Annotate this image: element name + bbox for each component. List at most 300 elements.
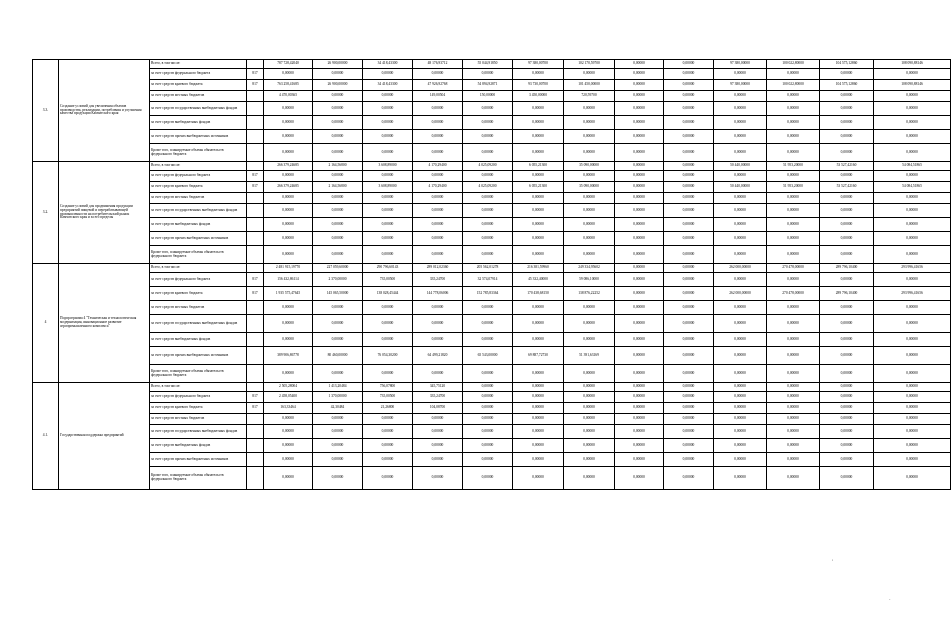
table-row xyxy=(33,130,951,144)
amount-cell: 0,00000 xyxy=(463,315,513,333)
amount-cell: 0,00000 xyxy=(714,347,767,365)
amount-cell: 35 090,00000 xyxy=(564,162,615,171)
amount-cell: 0,00000 xyxy=(664,130,714,144)
amount-cell: 0,00000 xyxy=(714,218,767,232)
amount-cell: 0,00000 xyxy=(714,365,767,383)
amount-cell: 0,00000 xyxy=(820,347,874,365)
amount-cell: 0,00000 xyxy=(767,315,820,333)
amount-cell: 0,00000 xyxy=(564,414,615,425)
amount-cell: 0,00000 xyxy=(615,246,664,264)
amount-cell: 0,00000 xyxy=(264,365,313,383)
amount-cell: 0,00000 xyxy=(413,333,463,347)
amount-cell: 0,00000 xyxy=(714,130,767,144)
amount-cell: 0,00000 xyxy=(664,365,714,383)
amount-cell: 345,75120 xyxy=(413,383,463,392)
amount-cell: 51 953,20000 xyxy=(767,182,820,193)
amount-cell: 0,00000 xyxy=(767,333,820,347)
amount-cell: 0,00000 xyxy=(264,130,313,144)
funding-source: за счет средств государственных внебюджетных фондов xyxy=(150,425,247,439)
amount-cell: 0,00000 xyxy=(714,69,767,80)
amount-cell: 1 370,00000 xyxy=(313,392,363,403)
amount-cell: 0,00000 xyxy=(513,116,564,130)
amount-cell: 0,00000 xyxy=(664,182,714,193)
amount-cell: 0,00000 xyxy=(874,383,951,392)
amount-cell: 0,00000 xyxy=(664,144,714,162)
budget-code xyxy=(247,365,264,383)
funding-source: за счет средств государственных внебюджетных фондов xyxy=(150,102,247,116)
amount-cell: 0,00000 xyxy=(714,383,767,392)
amount-cell: 0,00000 xyxy=(313,144,363,162)
amount-cell: 0,00000 xyxy=(615,383,664,392)
scan-mark: ' xyxy=(832,560,834,566)
amount-cell: 0,00000 xyxy=(463,144,513,162)
funding-source: Кроме того, планируемые объемы обязательств федерального бюджета xyxy=(150,246,247,264)
amount-cell: 0,00000 xyxy=(413,204,463,218)
amount-cell: 2 481 915,19770 xyxy=(264,264,313,273)
amount-cell: 270 478,00000 xyxy=(767,264,820,273)
table-row xyxy=(33,246,951,264)
amount-cell: 0,00000 xyxy=(714,116,767,130)
amount-cell: 0,00000 xyxy=(264,453,313,467)
amount-cell: 0,00000 xyxy=(363,425,413,439)
budget-code: 817 xyxy=(247,392,264,403)
amount-cell: 0,00000 xyxy=(664,287,714,301)
table-row xyxy=(33,162,951,171)
amount-cell: 0,00000 xyxy=(615,264,664,273)
amount-cell: 0,00000 xyxy=(820,144,874,162)
amount-cell: 0,00000 xyxy=(264,301,313,315)
amount-cell: 0,00000 xyxy=(363,467,413,490)
amount-cell: 0,00000 xyxy=(820,171,874,182)
amount-cell: 0,00000 xyxy=(513,69,564,80)
amount-cell: 0,00000 xyxy=(820,193,874,204)
amount-cell: 0,00000 xyxy=(874,144,951,162)
amount-cell: 104,08700 xyxy=(413,403,463,414)
amount-cell: 0,00000 xyxy=(820,232,874,246)
amount-cell: 266 379,24685 xyxy=(264,162,313,171)
amount-cell: 0,00000 xyxy=(463,383,513,392)
amount-cell: 0,00000 xyxy=(767,204,820,218)
budget-code: 817 xyxy=(247,403,264,414)
funding-source: за счет средств прочих внебюджетных источников xyxy=(150,232,247,246)
amount-cell: 0,00000 xyxy=(513,218,564,232)
amount-cell: 97 380,00000 xyxy=(714,80,767,91)
table-row xyxy=(33,467,951,490)
amount-cell: 0,00000 xyxy=(767,414,820,425)
amount-cell: 0,00000 xyxy=(264,467,313,490)
budget-code xyxy=(247,218,264,232)
amount-cell: 0,00000 xyxy=(564,301,615,315)
amount-cell: 0,00000 xyxy=(820,392,874,403)
funding-source: Кроме того, планируемые объемы обязательств федерального бюджета xyxy=(150,144,247,162)
amount-cell: 0,00000 xyxy=(564,439,615,453)
amount-cell: 0,00000 xyxy=(615,232,664,246)
funding-source: за счет средств краевого бюджета xyxy=(150,403,247,414)
amount-cell: 0,00000 xyxy=(513,365,564,383)
amount-cell: 0,00000 xyxy=(615,80,664,91)
amount-cell: 0,00000 xyxy=(714,232,767,246)
funding-source: Всего, в том числе: xyxy=(150,162,247,171)
amount-cell: 51 391,63169 xyxy=(564,347,615,365)
amount-cell: 0,00000 xyxy=(564,365,615,383)
funding-source: за счет средств федерального бюджета xyxy=(150,273,247,287)
amount-cell: 0,00000 xyxy=(767,171,820,182)
amount-cell: 26 900,00000 xyxy=(313,80,363,91)
table-row xyxy=(33,116,951,130)
amount-cell: 0,00000 xyxy=(363,453,413,467)
budget-code xyxy=(247,439,264,453)
amount-cell: 389 906,86778 xyxy=(264,347,313,365)
budget-code xyxy=(247,102,264,116)
amount-cell: 0,00000 xyxy=(564,171,615,182)
amount-cell: 51 953,20000 xyxy=(767,162,820,171)
amount-cell: 0,00000 xyxy=(874,365,951,383)
amount-cell: 0,00000 xyxy=(363,439,413,453)
amount-cell: 0,00000 xyxy=(363,171,413,182)
amount-cell: 0,00000 xyxy=(767,218,820,232)
amount-cell: 0,00000 xyxy=(615,60,664,69)
amount-cell: 0,00000 xyxy=(313,333,363,347)
amount-cell: 0,00000 xyxy=(513,467,564,490)
budget-code: 817 xyxy=(247,69,264,80)
amount-cell: 0,00000 xyxy=(615,315,664,333)
amount-cell: 0,00000 xyxy=(363,102,413,116)
amount-cell: 0,00000 xyxy=(413,439,463,453)
amount-cell: 0,00000 xyxy=(874,467,951,490)
table-row xyxy=(33,60,951,69)
budget-code xyxy=(247,144,264,162)
amount-cell: 0,00000 xyxy=(413,467,463,490)
amount-cell: 0,00000 xyxy=(767,439,820,453)
amount-cell: 47 926,92768 xyxy=(413,80,463,91)
amount-cell: 100 022,80000 xyxy=(767,60,820,69)
funding-source: за счет средств внебюджетных фондов xyxy=(150,333,247,347)
amount-cell: 0,00000 xyxy=(615,453,664,467)
amount-cell: 0,00000 xyxy=(513,232,564,246)
funding-source: за счет средств внебюджетных фондов xyxy=(150,439,247,453)
amount-cell: 0,00000 xyxy=(264,144,313,162)
amount-cell: 0,00000 xyxy=(513,439,564,453)
amount-cell: 0,00000 xyxy=(363,193,413,204)
amount-cell: 0,00000 xyxy=(820,383,874,392)
amount-cell: 0,00000 xyxy=(664,171,714,182)
amount-cell: 0,00000 xyxy=(513,204,564,218)
amount-cell: 0,00000 xyxy=(463,301,513,315)
amount-cell: 0,00000 xyxy=(664,246,714,264)
amount-cell: 0,00000 xyxy=(313,439,363,453)
amount-cell: 0,00000 xyxy=(413,246,463,264)
amount-cell: 0,00000 xyxy=(264,414,313,425)
table-row xyxy=(33,91,951,102)
amount-cell: 65 543,00000 xyxy=(463,347,513,365)
amount-cell: 0,00000 xyxy=(463,453,513,467)
amount-cell: 0,00000 xyxy=(513,383,564,392)
amount-cell: 0,00000 xyxy=(513,315,564,333)
amount-cell: 0,00000 xyxy=(463,414,513,425)
amount-cell: 0,00000 xyxy=(513,403,564,414)
amount-cell: 0,00000 xyxy=(413,116,463,130)
amount-cell: 54 084,51865 xyxy=(874,162,951,171)
amount-cell: 0,00000 xyxy=(874,204,951,218)
amount-cell: 0,00000 xyxy=(874,301,951,315)
amount-cell: 735,00500 xyxy=(363,273,413,287)
amount-cell: 0,00000 xyxy=(463,246,513,264)
table-row xyxy=(33,218,951,232)
amount-cell: 0,00000 xyxy=(874,414,951,425)
amount-cell: 0,00000 xyxy=(820,116,874,130)
amount-cell: 0,00000 xyxy=(313,102,363,116)
amount-cell: 0,00000 xyxy=(413,453,463,467)
amount-cell: 0,00000 xyxy=(363,69,413,80)
amount-cell: 50 440,00000 xyxy=(714,162,767,171)
table-row xyxy=(33,365,951,383)
amount-cell: 289 796,10400 xyxy=(820,264,874,273)
amount-cell: 0,00000 xyxy=(714,91,767,102)
amount-cell: 0,00000 xyxy=(874,171,951,182)
amount-cell: 0,00000 xyxy=(714,453,767,467)
amount-cell: 0,00000 xyxy=(714,403,767,414)
amount-cell: 0,00000 xyxy=(615,414,664,425)
table-row xyxy=(33,80,951,91)
budget-code: 817 xyxy=(247,273,264,287)
amount-cell: 0,00000 xyxy=(463,333,513,347)
amount-cell: 0,00000 xyxy=(820,403,874,414)
amount-cell: 0,00000 xyxy=(767,69,820,80)
amount-cell: 0,00000 xyxy=(820,91,874,102)
amount-cell: 0,00000 xyxy=(264,69,313,80)
amount-cell: 0,00000 xyxy=(564,232,615,246)
amount-cell: 55 044,91850 xyxy=(463,60,513,69)
amount-cell: 0,00000 xyxy=(463,171,513,182)
funding-source: Всего, в том числе: xyxy=(150,264,247,273)
amount-cell: 0,00000 xyxy=(363,232,413,246)
amount-cell: 34 418,43300 xyxy=(363,60,413,69)
budget-code xyxy=(247,414,264,425)
funding-source: за счет средств прочих внебюджетных источников xyxy=(150,347,247,365)
funding-source: за счет средств федерального бюджета xyxy=(150,392,247,403)
amount-cell: 0,00000 xyxy=(664,301,714,315)
amount-cell: 0,00000 xyxy=(664,80,714,91)
amount-cell: 0,00000 xyxy=(820,453,874,467)
amount-cell: 0,00000 xyxy=(714,467,767,490)
amount-cell: 0,00000 xyxy=(714,392,767,403)
amount-cell: 289 012,02360 xyxy=(413,264,463,273)
amount-cell: 0,00000 xyxy=(615,204,664,218)
amount-cell: 0,00000 xyxy=(313,301,363,315)
amount-cell: 0,00000 xyxy=(767,383,820,392)
amount-cell: 1 413,20484 xyxy=(313,383,363,392)
amount-cell: 0,00000 xyxy=(664,467,714,490)
budget-code xyxy=(247,467,264,490)
amount-cell: 0,00000 xyxy=(615,130,664,144)
amount-cell: 0,00000 xyxy=(564,333,615,347)
amount-cell: 787 728,42040 xyxy=(264,60,313,69)
table-row xyxy=(33,69,951,80)
activity-name: Подпрограмма 4 "Техническая и технологическая модернизация, инновационное развитие агропромышленного комплекса" xyxy=(59,264,150,383)
amount-cell: 0,00000 xyxy=(264,116,313,130)
funding-source: за счет средств местных бюджетов xyxy=(150,193,247,204)
row-index: 3.2. xyxy=(33,162,59,264)
amount-cell: 0,00000 xyxy=(714,144,767,162)
amount-cell: 4 170,29400 xyxy=(413,162,463,171)
activity-name: Создание условий для продвижения продукции предприятий пищевой и перерабатывающей промышленности на потребительский рынок Камчатского края и за его пределы xyxy=(59,162,150,264)
amount-cell: 290 796,60143 xyxy=(363,264,413,273)
amount-cell: 0,00000 xyxy=(413,365,463,383)
amount-cell: 0,00000 xyxy=(664,392,714,403)
amount-cell: 0,00000 xyxy=(413,130,463,144)
amount-cell: 205 562,01278 xyxy=(463,264,513,273)
amount-cell: 54 894,92871 xyxy=(463,80,513,91)
funding-source: за счет средств федерального бюджета xyxy=(150,69,247,80)
budget-table-page xyxy=(32,59,923,490)
amount-cell: 0,00000 xyxy=(463,218,513,232)
budget-code xyxy=(247,60,264,69)
amount-cell: 0,00000 xyxy=(363,144,413,162)
amount-cell: 0,00000 xyxy=(767,365,820,383)
amount-cell: 0,00000 xyxy=(413,301,463,315)
amount-cell: 102 170,59700 xyxy=(564,60,615,69)
row-index: 4.1. xyxy=(33,383,59,490)
funding-source: за счет средств краевого бюджета xyxy=(150,182,247,193)
amount-cell: 2 164,56800 xyxy=(313,162,363,171)
amount-cell: 0,00000 xyxy=(413,69,463,80)
amount-cell: 0,00000 xyxy=(874,403,951,414)
amount-cell: 2 370,00000 xyxy=(313,273,363,287)
amount-cell: 0,00000 xyxy=(664,193,714,204)
amount-cell: 0,00000 xyxy=(664,403,714,414)
amount-cell: 0,00000 xyxy=(463,425,513,439)
amount-cell: 138 028,45444 xyxy=(363,287,413,301)
amount-cell: 97 380,00000 xyxy=(714,60,767,69)
amount-cell: 48 176,93712 xyxy=(413,60,463,69)
amount-cell: 0,00000 xyxy=(874,347,951,365)
amount-cell: 0,00000 xyxy=(820,439,874,453)
row-index: 3.3. xyxy=(33,60,59,162)
amount-cell: 0,00000 xyxy=(564,130,615,144)
amount-cell: 0,00000 xyxy=(874,453,951,467)
amount-cell: 0,00000 xyxy=(615,171,664,182)
amount-cell: 76 054,30200 xyxy=(363,347,413,365)
table-row xyxy=(33,383,951,392)
amount-cell: 0,00000 xyxy=(767,130,820,144)
table-row xyxy=(33,347,951,365)
amount-cell: 0,00000 xyxy=(820,315,874,333)
amount-cell: 0,00000 xyxy=(363,333,413,347)
amount-cell: 53 527,42160 xyxy=(820,182,874,193)
amount-cell: 0,00000 xyxy=(564,392,615,403)
budget-code xyxy=(247,116,264,130)
amount-cell: 4 025,09200 xyxy=(463,162,513,171)
funding-source: Всего, в том числе: xyxy=(150,60,247,69)
amount-cell: 26 900,00000 xyxy=(313,60,363,69)
amount-cell: 0,00000 xyxy=(313,414,363,425)
amount-cell: 0,00000 xyxy=(564,453,615,467)
amount-cell: 0,00000 xyxy=(820,69,874,80)
amount-cell: 0,00000 xyxy=(413,102,463,116)
amount-cell: 0,00000 xyxy=(767,273,820,287)
amount-cell: 0,00000 xyxy=(820,333,874,347)
amount-cell: 0,00000 xyxy=(615,69,664,80)
amount-cell: 69 887,72730 xyxy=(513,347,564,365)
budget-code xyxy=(247,453,264,467)
table-row xyxy=(33,453,951,467)
amount-cell: 0,00000 xyxy=(564,467,615,490)
amount-cell: 6 055,21300 xyxy=(513,182,564,193)
amount-cell: 266 379,24685 xyxy=(264,182,313,193)
amount-cell: 0,00000 xyxy=(264,218,313,232)
amount-cell: 0,00000 xyxy=(820,414,874,425)
amount-cell: 0,00000 xyxy=(874,91,951,102)
amount-cell: 0,00000 xyxy=(463,102,513,116)
funding-source: за счет средств местных бюджетов xyxy=(150,301,247,315)
budget-code xyxy=(247,162,264,171)
amount-cell: 0,00000 xyxy=(463,365,513,383)
amount-cell: 0,00000 xyxy=(615,347,664,365)
amount-cell: 0,00000 xyxy=(714,315,767,333)
amount-cell: 0,00000 xyxy=(264,232,313,246)
amount-cell: 0,00000 xyxy=(564,69,615,80)
amount-cell: 0,00000 xyxy=(767,102,820,116)
budget-code xyxy=(247,232,264,246)
amount-cell: 0,00000 xyxy=(615,403,664,414)
amount-cell: 0,00000 xyxy=(313,171,363,182)
amount-cell: 0,00000 xyxy=(767,232,820,246)
amount-cell: 21,26800 xyxy=(363,403,413,414)
funding-source: за счет средств федерального бюджета xyxy=(150,171,247,182)
amount-cell: 0,00000 xyxy=(513,130,564,144)
activity-name: Создание условий для увеличения объемов производства, реализации, потребления и улучшения качества продукции Камчатского края xyxy=(59,60,150,162)
activity-name: Государственная поддержка предприятий xyxy=(59,383,150,490)
amount-cell: 0,00000 xyxy=(615,144,664,162)
amount-cell: 0,00000 xyxy=(413,315,463,333)
amount-cell: 150,00000 xyxy=(463,91,513,102)
amount-cell: 216 381,59960 xyxy=(513,264,564,273)
table-row xyxy=(33,232,951,246)
amount-cell: 262 000,00000 xyxy=(714,264,767,273)
amount-cell: 0,00000 xyxy=(463,130,513,144)
budget-code xyxy=(247,91,264,102)
budget-code xyxy=(247,193,264,204)
amount-cell: 0,00000 xyxy=(664,102,714,116)
amount-cell: 0,00000 xyxy=(615,193,664,204)
amount-cell: 0,00000 xyxy=(615,273,664,287)
amount-cell: 156 432,86114 xyxy=(264,273,313,287)
amount-cell: 0,00000 xyxy=(615,392,664,403)
amount-cell: 0,00000 xyxy=(664,204,714,218)
amount-cell: 0,00000 xyxy=(615,91,664,102)
amount-cell: 3 450,00000 xyxy=(513,91,564,102)
table-row xyxy=(33,287,951,301)
table-row xyxy=(33,273,951,287)
table-row xyxy=(33,144,951,162)
table-row xyxy=(33,333,951,347)
amount-cell: 97 380,00700 xyxy=(513,60,564,69)
amount-cell: 145 065,50000 xyxy=(313,287,363,301)
amount-cell: 138 876,22252 xyxy=(564,287,615,301)
amount-cell: 0,00000 xyxy=(615,333,664,347)
amount-cell: 0,00000 xyxy=(413,218,463,232)
amount-cell: 1 935 575,47645 xyxy=(264,287,313,301)
amount-cell: 0,00000 xyxy=(413,171,463,182)
amount-cell: 0,00000 xyxy=(767,392,820,403)
amount-cell: 0,00000 xyxy=(664,383,714,392)
amount-cell: 152 785,83364 xyxy=(463,287,513,301)
amount-cell: 0,00000 xyxy=(264,246,313,264)
amount-cell: 0,00000 xyxy=(313,69,363,80)
amount-cell: 0,00000 xyxy=(463,439,513,453)
funding-source: за счет средств местных бюджетов xyxy=(150,414,247,425)
amount-cell: 0,00000 xyxy=(363,365,413,383)
